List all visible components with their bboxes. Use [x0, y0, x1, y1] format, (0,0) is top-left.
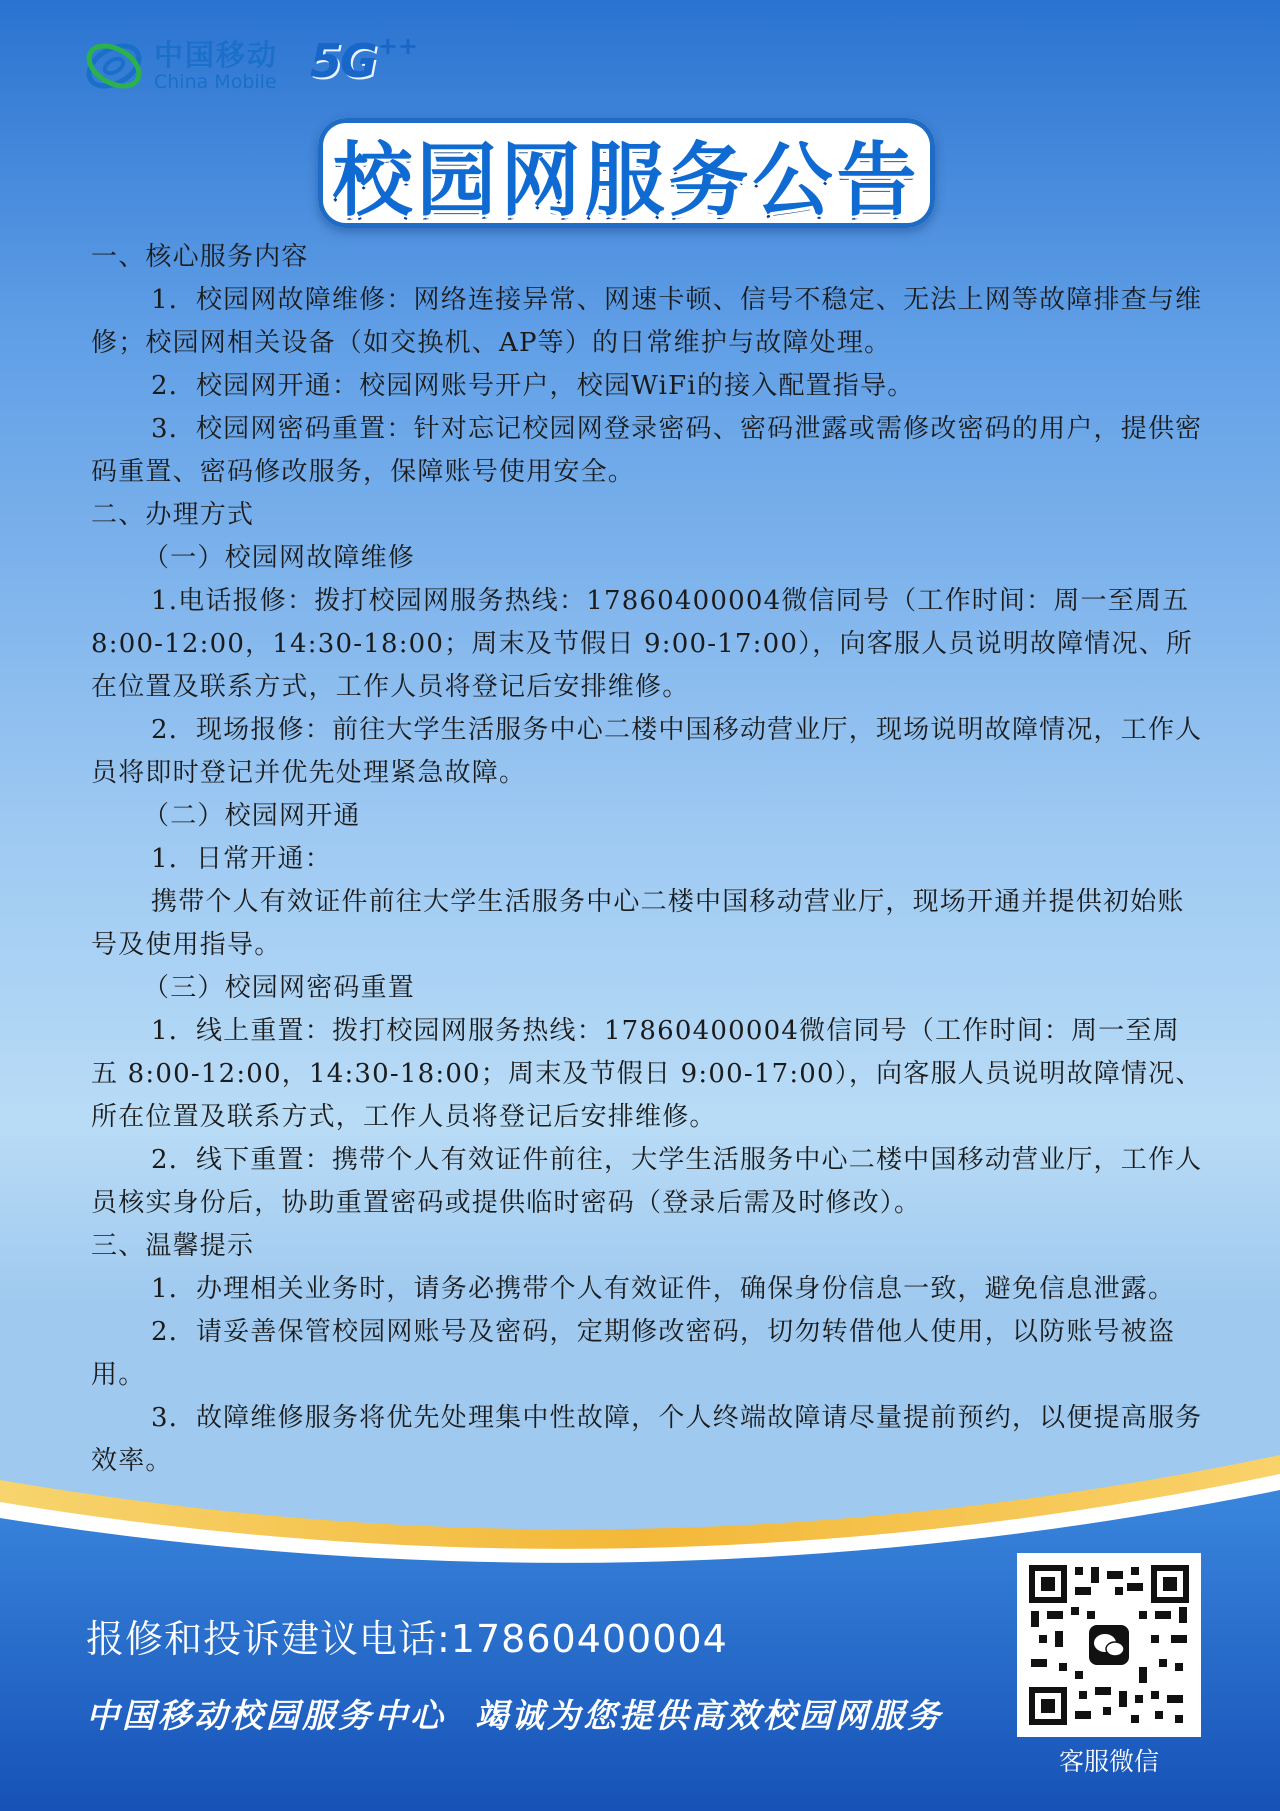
section-heading-core-services: 一、核心服务内容	[91, 242, 309, 272]
slogan-text: 中国移动校园服务中心 竭诚为您提供高效校园网服务	[86, 1696, 943, 1735]
5g-badge-plus: ++	[377, 32, 418, 60]
page-title: 校园网服务公告	[332, 133, 921, 227]
paragraph: 1．线上重置：拨打校园网服务热线：17860400004微信同号（工作时间：周一至周五 8:00-12:00，14:30-18:00；周末及节假日 9:00-17:00），向客服人员说明故障情况、所在位置及联系方式，工作人员将登记后安排维修。	[91, 1016, 1203, 1132]
hotline-text: 报修和投诉建议电话:17860400004	[86, 1617, 728, 1661]
qr-code-icon	[1029, 1565, 1189, 1725]
paragraph: 3．故障维修服务将优先处理集中性故障，个人终端故障请尽量提前预约，以便提高服务效率。	[91, 1403, 1203, 1476]
subsection-heading: （一）校园网故障维修	[143, 543, 416, 573]
paragraph: 1．日常开通：	[151, 844, 332, 874]
wechat-qr-code[interactable]	[1017, 1553, 1201, 1737]
5g-badge-text: 5G	[310, 34, 376, 88]
logo-name-cn: 中国移动	[154, 38, 279, 72]
notice-content	[91, 236, 1206, 1483]
paragraph: 2．现场报修：前往大学生活服务中心二楼中国移动营业厅，现场说明故障情况，工作人员将即时登记并优先处理紧急故障。	[91, 715, 1203, 788]
china-mobile-logo	[84, 36, 278, 96]
paragraph: 3．校园网密码重置：针对忘记校园网登录密码、密码泄露或需修改密码的用户，提供密码重置、密码修改服务，保障账号使用安全。	[91, 414, 1203, 487]
5g-badge	[310, 34, 418, 90]
subsection-heading: （二）校园网开通	[143, 801, 361, 831]
logo-name-en: China Mobile	[154, 71, 277, 93]
china-mobile-logo-icon	[84, 36, 144, 96]
paragraph: 2．请妥善保管校园网账号及密码，定期修改密码，切勿转借他人使用，以防账号被盗用。	[91, 1317, 1176, 1390]
paragraph: 2．线下重置：携带个人有效证件前往，大学生活服务中心二楼中国移动营业厅，工作人员核实身份后，协助重置密码或提供临时密码（登录后需及时修改）。	[91, 1145, 1203, 1218]
section-heading-procedures: 二、办理方式	[91, 500, 255, 530]
paragraph: 1．校园网故障维修：网络连接异常、网速卡顿、信号不稳定、无法上网等故障排查与维修；校园网相关设备（如交换机、AP等）的日常维护与故障处理。	[91, 285, 1203, 358]
title-banner	[318, 118, 935, 228]
paragraph: 2．校园网开通：校园网账号开户，校园WiFi的接入配置指导。	[151, 371, 915, 401]
qr-caption: 客服微信	[1058, 1747, 1159, 1776]
paragraph: 携带个人有效证件前往大学生活服务中心二楼中国移动营业厅，现场开通并提供初始账号及使用指导。	[91, 887, 1185, 960]
paragraph: 1.电话报修：拨打校园网服务热线：17860400004微信同号（工作时间：周一至周五 8:00-12:00，14:30-18:00；周末及节假日 9:00-17:00），向客服人员说明故障情况、所在位置及联系方式，工作人员将登记后安排维修。	[91, 586, 1194, 702]
section-heading-tips: 三、温馨提示	[91, 1231, 255, 1261]
paragraph: 1．办理相关业务时，请务必携带个人有效证件，确保身份信息一致，避免信息泄露。	[151, 1274, 1176, 1304]
subsection-heading: （三）校园网密码重置	[143, 973, 416, 1003]
